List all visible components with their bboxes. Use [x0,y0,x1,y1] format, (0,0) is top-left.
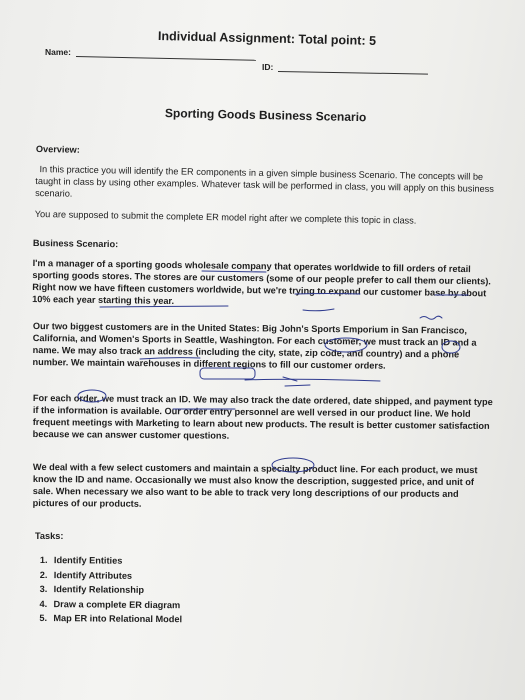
task-item: 2. Identify Attributes [39,569,133,581]
task-item: 3. Identify Relationship [39,583,145,595]
scenario-paragraph-4: We deal with a few select customers and maintain a specialty product line. For each product, we must know the ID and name. Occasionally we must also know the description, suggested price, and unit of sale. When necessary we also want to be able to track very long descriptions of our products and pictures of our products. [32,461,478,509]
scenario-paragraph-2: Our two biggest customers are in the United States: Big John's Sports Emporium in San Francisco, California, and Women's Sports in Seattle, Washington. For each customer, we must track an ID and a name. We may also track an address (including the city, state, zip code, and country) and a phone number. We maintain warehouses in different regions to fill our customer orders. [32,320,477,371]
scenario-heading: Business Scenario: [32,237,119,250]
underline-expand [303,309,334,311]
overview-paragraph-1: In this practice you will identify the ER components in a given simple business Scenario. The concepts will be taught in class by using other examples. Whatever task will be performed in class, you will apply on this business scenario. [35,164,494,199]
scenario-section-intro [32,237,495,311]
overview-heading: Overview: [35,143,80,155]
strike-mark [283,377,297,381]
task-item: 4. Draw a complete ER diagram [39,598,181,610]
underline-orders [285,385,310,386]
tasks-list [39,553,182,627]
scenario-paragraph-3: For each order, we must track an ID. We may also track the date ordered, date shipped, and payment type if the information is available. Our order entry personnel are well versed in our product line. We hold frequent meetings with Marketing to learn about new products. The result is better customer satisfaction because we can answer customer questions. [32,392,493,441]
task-item: 1. Identify Entities [39,554,123,566]
assignment-title: Individual Assignment: Total point: 5 [157,29,377,48]
overview-paragraph-2: You are supposed to submit the complete ER model right after we complete this topic in class. [34,208,417,226]
overview-section [35,143,498,228]
task-item: 5. Map ER into Relational Model [39,612,183,625]
squiggle-note [420,316,442,319]
tasks-heading: Tasks: [35,531,64,541]
id-label: ID: [262,62,274,72]
name-label: Name: [45,47,71,57]
scenario-title: Sporting Goods Business Scenario [164,106,367,125]
id-line [278,71,428,75]
strike-customer-orders [245,379,380,381]
scenario-paragraph-1: I'm a manager of a sporting goods wholesale company that operates worldwide to fill orders of retail sporting goods stores. The stores are our customers (some of our people prefer to call them our clients). Right now we have fifteen customers worldwide, but we're trying to expand our customer base by about 10% each year starting this year. [32,257,491,306]
name-line [76,56,256,61]
